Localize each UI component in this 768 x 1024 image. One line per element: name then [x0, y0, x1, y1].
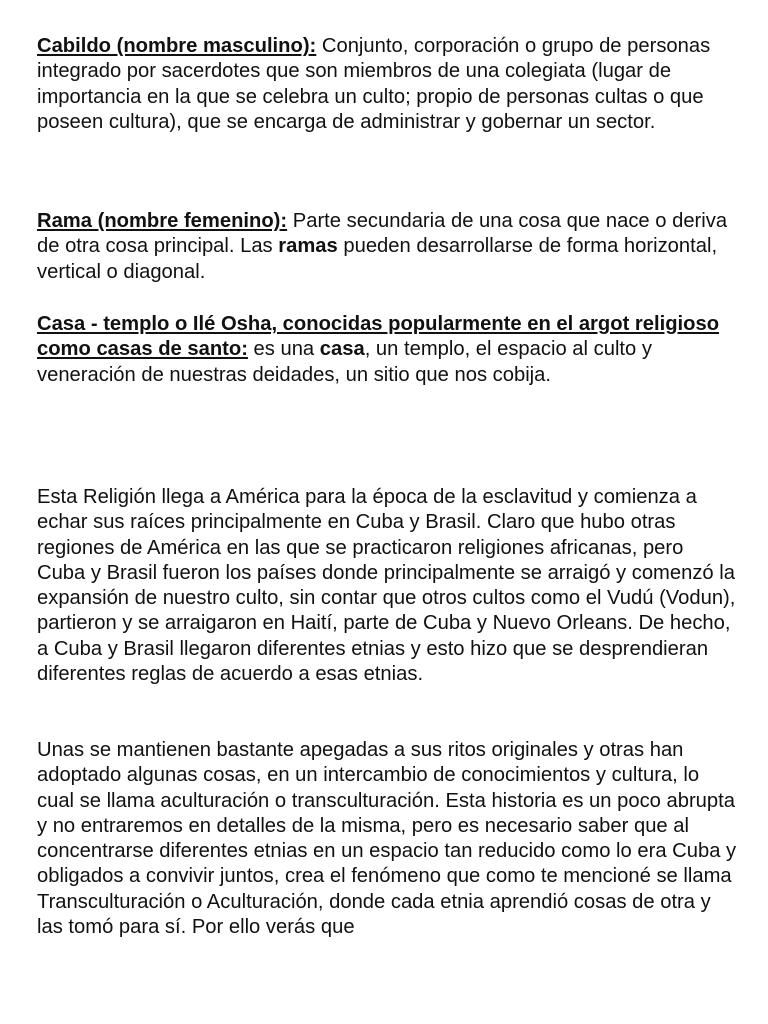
- cabildo-term: Cabildo (nombre masculino):: [37, 35, 317, 57]
- casa-definition-text-end: , un templo, el espacio al culto y veneración de nuestras deidades, un sitio que nos cobija.: [37, 338, 652, 386]
- casa-definition-text-start: es una: [247, 338, 320, 361]
- casa-emphasis: casa: [319, 338, 365, 361]
- rama-definition-text-end: pueden desarrollarse de forma horizontal, vertical o diagonal.: [37, 235, 718, 283]
- religion-history-paragraph: Esta Religión llega a América para la época de la esclavitud y comienza a echar sus raíces principalmente en Cuba y Brasil. Claro que hubo otras regiones de América en las que se practicaron religiones africanas, pero Cuba y Brasil fueron los países donde principalmente se arraigó y comenzó la expansión de nuestro culto, sin contar que otros cultos como el Vudú (Vodun), partieron y se arraigaron en Haití, parte de Cuba y Nuevo Orleans. De hecho, a Cuba y Brasil llegaron diferentes etnias y esto hizo que se desprendieran diferentes reglas de acuerdo a esas etnias.: [37, 486, 736, 686]
- cabildo-definition-text: Conjunto, corporación o grupo de personas integrado por sacerdotes que son miembros de una colegiata (lugar de importancia en la que se celebra un culto; propio de personas cultas o que poseen cultura), que se encarga de administrar y gobernar un sector.: [37, 35, 711, 133]
- rama-term: Rama (nombre femenino):: [37, 210, 288, 232]
- rama-definition-text-start: Parte secundaria de una cosa que nace o deriva de otra cosa principal. Las: [37, 210, 728, 258]
- transculturation-paragraph: Unas se mantienen bastante apegadas a sus ritos originales y otras han adoptado algunas cosas, en un intercambio de conocimientos y cultura, lo cual se llama aculturación o transculturación. Esta historia es un poco abrupta y no entraremos en detalles de la misma, pero es necesario saber que al concentrarse diferentes etnias en un espacio tan reducido como lo era Cuba y obligados a convivir juntos, crea el fenómeno que como te mencioné se llama Transculturación o Aculturación, donde cada etnia aprendió cosas de otra y las tomó para sí. Por ello verás que: [37, 739, 737, 939]
- rama-emphasis: ramas: [278, 235, 338, 258]
- cabildo-definition: [37, 34, 737, 135]
- casa-term: Casa - templo o Ilé Osha, conocidas popularmente en el argot religioso como casas de santo:: [37, 313, 720, 361]
- casa-definition: [37, 312, 737, 388]
- rama-definition: [37, 209, 737, 285]
